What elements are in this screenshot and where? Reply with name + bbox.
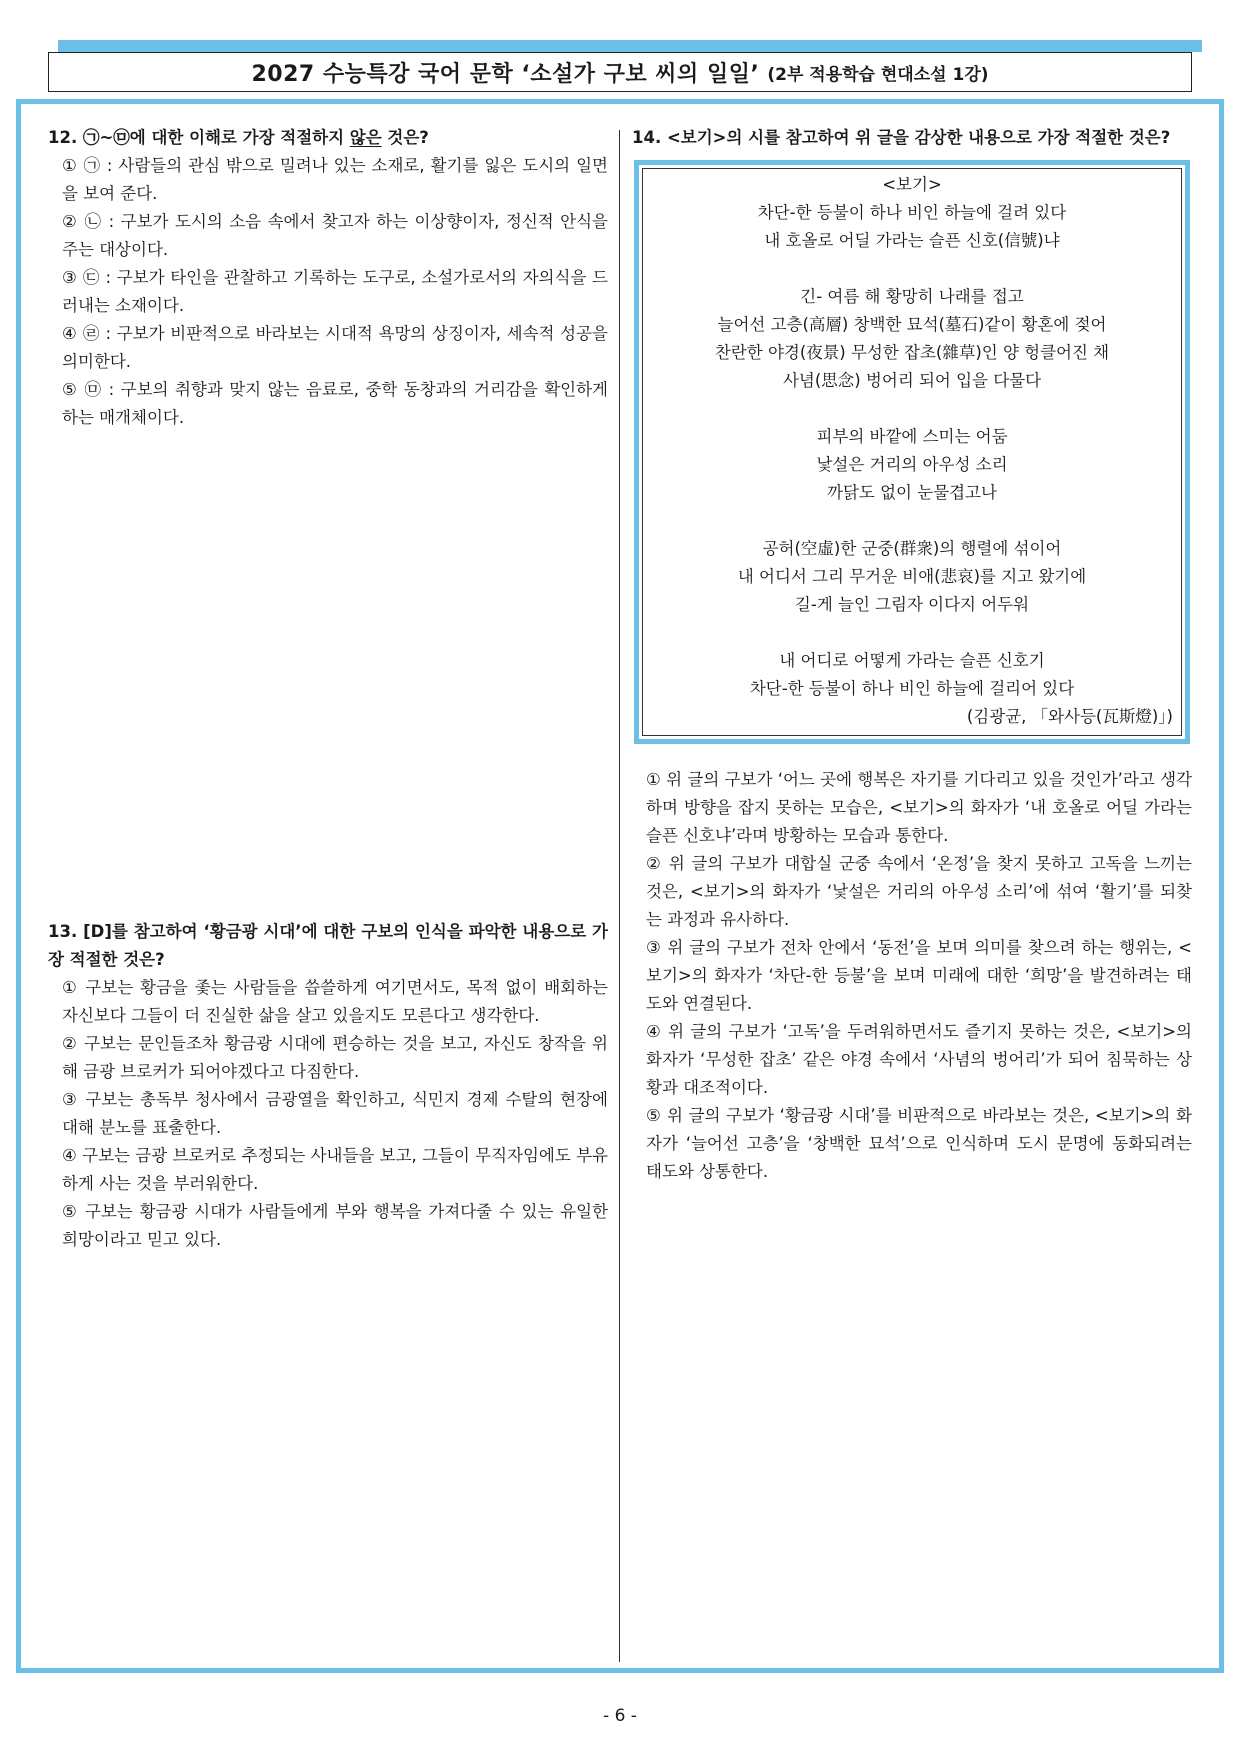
title-main: 2027 수능특강 국어 문학 ‘소설가 구보 씨의 일일’ bbox=[251, 61, 760, 87]
q12-choice-5[interactable]: ⑤ ㉤ : 구보의 취향과 맞지 않는 음료로, 중학 동창과의 거리감을 확인하게 하는 매개체이다. bbox=[62, 380, 608, 427]
poem-line: 차단-한 등불이 하나 비인 하늘에 걸리어 있다 bbox=[749, 679, 1075, 698]
q14-choice-1[interactable]: ① 위 글의 구보가 ‘어느 곳에 행복은 자기를 기다리고 있을 것인가’라고 생각하며 방향을 잡지 못하는 모습은, <보기>의 화자가 ‘내 호올로 어딜 가라는 슬픈 신호냐’라며 방황하는 모습과 통한다. bbox=[646, 770, 1192, 845]
title-accent-bar bbox=[58, 40, 1202, 52]
question-13-stem: 13. [D]를 참고하여 ‘황금광 시대’에 대한 구보의 인식을 파악한 내용으로 가장 적절한 것은? bbox=[48, 922, 608, 969]
stanza-gap bbox=[651, 619, 1173, 647]
title-sub: (2부 적용학습 현대소설 1강) bbox=[767, 64, 989, 85]
reference-box-inner bbox=[642, 168, 1182, 736]
q12-choice-1[interactable]: ① ㉠ : 사람들의 관심 밖으로 밀려나 있는 소재로, 활기를 잃은 도시의 일면을 보여 준다. bbox=[62, 156, 608, 203]
q14-choice-4[interactable]: ④ 위 글의 구보가 ‘고독’을 두려워하면서도 즐기지 못하는 것은, <보기>의 화자가 ‘무성한 잡초’ 같은 야경 속에서 ‘사념의 벙어리’가 되어 침묵하는 상황과 대조적이다. bbox=[646, 1022, 1192, 1097]
q12-choice-3[interactable]: ③ ㉢ : 구보가 타인을 관찰하고 기록하는 도구로, 소설가로서의 자의식을 드러내는 소재이다. bbox=[62, 268, 608, 315]
page-title bbox=[48, 52, 1192, 92]
q14-choice-2[interactable]: ② 위 글의 구보가 대합실 군중 속에서 ‘온정’을 찾지 못하고 고독을 느끼는 것은, <보기>의 화자가 ‘낯설은 거리의 아우성 소리’에 섞여 ‘활기’를 되찾는 과정과 유사하다. bbox=[646, 854, 1192, 929]
poem-line: 낯설은 거리의 아우성 소리 bbox=[816, 455, 1008, 474]
left-column bbox=[48, 124, 608, 1254]
q13-choice-5[interactable]: ⑤ 구보는 황금광 시대가 사람들에게 부와 행복을 가져다줄 수 있는 유일한 희망이라고 믿고 있다. bbox=[62, 1202, 608, 1249]
poem-line: 내 어디로 어떻게 가라는 슬픈 신호기 bbox=[779, 651, 1045, 670]
q14-choice-3[interactable]: ③ 위 글의 구보가 전차 안에서 ‘동전’을 보며 의미를 찾으려 하는 행위는, <보기>의 화자가 ‘차단-한 등불’을 보며 미래에 대한 ‘희망’을 발견하려는 태도와 연결된다. bbox=[646, 938, 1192, 1013]
q14-choice-5[interactable]: ⑤ 위 글의 구보가 ‘황금광 시대’를 비판적으로 바라보는 것은, <보기>의 화자가 ‘늘어선 고층’을 ‘창백한 묘석’으로 인식하며 도시 문명에 동화되려는 태도와 상통한다. bbox=[646, 1106, 1192, 1181]
underlined-word: 않은 bbox=[349, 128, 382, 147]
stanza-gap bbox=[651, 255, 1173, 283]
q14-choices bbox=[632, 766, 1192, 1186]
poem-line: 공허(空虛)한 군중(群衆)의 행렬에 섞이어 bbox=[762, 539, 1062, 558]
stanza-gap bbox=[651, 395, 1173, 423]
question-12-stem: 12. ㉠~㉤에 대한 이해로 가장 적절하지 않은 것은? bbox=[48, 128, 429, 147]
stanza-gap bbox=[651, 507, 1173, 535]
q13-choice-1[interactable]: ① 구보는 황금을 좇는 사람들을 씁쓸하게 여기면서도, 목적 없이 배회하는 자신보다 그들이 더 진실한 삶을 살고 있을지도 모른다고 생각한다. bbox=[62, 978, 608, 1025]
poem-line: 차단-한 등불이 하나 비인 하늘에 걸려 있다 bbox=[757, 203, 1067, 222]
reference-box-title: <보기> bbox=[882, 175, 942, 194]
poem-line: 까닭도 없이 눈물겹고나 bbox=[827, 483, 997, 502]
q12-choice-2[interactable]: ② ㉡ : 구보가 도시의 소음 속에서 찾고자 하는 이상향이자, 정신적 안식을 주는 대상이다. bbox=[62, 212, 608, 259]
column-divider bbox=[619, 130, 620, 1662]
page-number: - 6 - bbox=[603, 1706, 637, 1726]
q13-choice-3[interactable]: ③ 구보는 총독부 청사에서 금광열을 확인하고, 식민지 경제 수탈의 현장에 대해 분노를 표출한다. bbox=[62, 1090, 608, 1137]
poem-line: 늘어선 고층(高層) 창백한 묘석(墓石)같이 황혼에 젖어 bbox=[717, 315, 1107, 334]
poem bbox=[651, 199, 1173, 703]
q13-choice-4[interactable]: ④ 구보는 금광 브로커로 추정되는 사내들을 보고, 그들이 무직자임에도 부유하게 사는 것을 부러워한다. bbox=[62, 1146, 608, 1193]
q13-choice-2[interactable]: ② 구보는 문인들조차 황금광 시대에 편승하는 것을 보고, 자신도 창작을 위해 금광 브로커가 되어야겠다고 다짐한다. bbox=[62, 1034, 608, 1081]
spacer bbox=[48, 432, 608, 918]
poem-line: 내 호올로 어딜 가라는 슬픈 신호(信號)냐 bbox=[764, 231, 1060, 250]
poem-line: 길-게 늘인 그림자 이다지 어두워 bbox=[794, 595, 1030, 614]
poem-source: (김광균, 「와사등(瓦斯燈)」) bbox=[966, 707, 1173, 726]
poem-line: 사념(思念) 벙어리 되어 입을 다물다 bbox=[782, 371, 1042, 390]
poem-line: 피부의 바깥에 스미는 어둠 bbox=[816, 427, 1008, 446]
reference-box bbox=[634, 160, 1190, 744]
poem-line: 내 어디서 그리 무거운 비애(悲哀)를 지고 왔기에 bbox=[737, 567, 1087, 586]
poem-line: 긴- 여름 해 황망히 나래를 접고 bbox=[800, 287, 1024, 306]
poem-line: 찬란한 야경(夜景) 무성한 잡초(雜草)인 양 헝클어진 채 bbox=[714, 343, 1110, 362]
right-column bbox=[632, 124, 1192, 1186]
question-14-stem: 14. <보기>의 시를 참고하여 위 글을 감상한 내용으로 가장 적절한 것은? bbox=[632, 128, 1171, 147]
q12-choice-4[interactable]: ④ ㉣ : 구보가 비판적으로 바라보는 시대적 욕망의 상징이자, 세속적 성공을 의미한다. bbox=[62, 324, 608, 371]
